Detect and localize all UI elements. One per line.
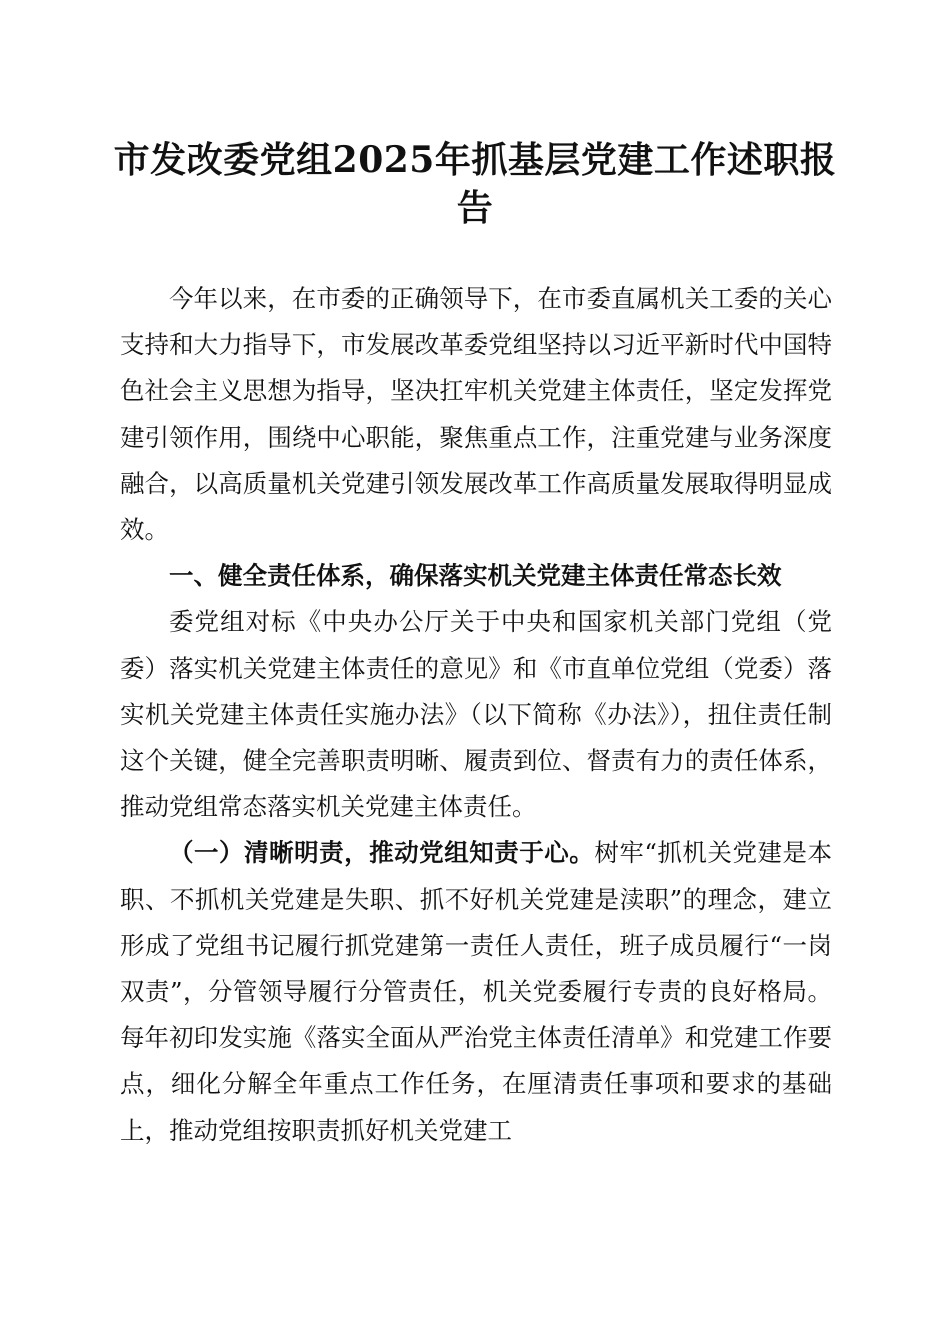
section-heading-1: 一、健全责任体系，确保落实机关党建主体责任常态长效 [169, 561, 782, 591]
document-title: 市发改委党组2025年抓基层党建工作述职报告 [113, 139, 837, 229]
section-paragraph-1: 委党组对标《中央办公厅关于中央和国家机关部门党组（党委）落实机关党建主体责任的意见》和《市直单位党组（党委）落实机关党建主体责任实施办法》（以下简称《办法》），扭住责任制这个关键，健全完善职责明晰、履责到位、督责有力的责任体系，推动党组常态落实机关党建主体责任。 [120, 607, 832, 822]
subsection-paragraph-1 [120, 830, 832, 1153]
document-body [120, 276, 832, 1154]
subsection-text-1: 树牢“抓机关党建是本职、不抓机关党建是失职、抓不好机关党建是渎职”的理念，建立形成了党组书记履行抓党建第一责任人责任，班子成员履行“一岗双责”，分管领导履行分管责任，机关党委履行专责的良好格局。每年初印发实施《落实全面从严治党主体责任清单》和党建工作要点，细化分解全年重点工作任务，在厘清责任事项和要求的基础上，推动党组按职责抓好机关党建工 [120, 838, 832, 1145]
subsection-heading-1: （一）清晰明责，推动党组知责于心。 [169, 838, 595, 868]
intro-paragraph: 今年以来，在市委的正确领导下，在市委直属机关工委的关心支持和大力指导下，市发展改革委党组坚持以习近平新时代中国特色社会主义思想为指导，坚决扛牢机关党建主体责任，坚定发挥党建引领作用，围绕中心职能，聚焦重点工作，注重党建与业务深度融合，以高质量机关党建引领发展改革工作高质量发展取得明显成效。 [120, 284, 832, 545]
